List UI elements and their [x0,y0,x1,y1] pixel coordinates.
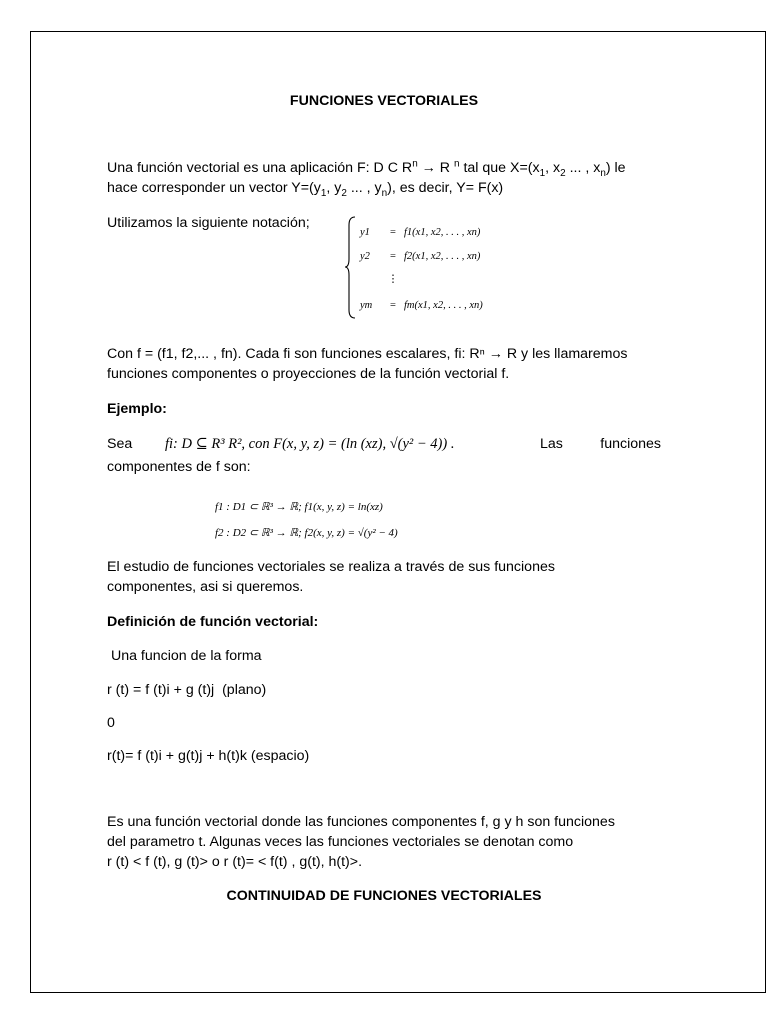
components-line-2: funciones componentes o proyecciones de la función vectorial f. [107,366,510,382]
study-paragraph [107,557,661,597]
definition-plane: r (t) = f (t)i + g (t)j (plano) [107,682,267,698]
example-formula: fi: D ⊆ R³ R², con F(x, y, z) = (ln (xz), √(y² − 4)) . [165,436,455,452]
left-brace-icon [344,215,358,320]
definition-or: 0 [107,715,115,731]
final-paragraph [107,812,661,872]
equation-system [344,215,544,320]
system-row: ⋮ [387,274,399,285]
example-line-1 [107,436,661,456]
intro-line-2: hace corresponder un vector $Y=(y_1$, $y_2$ ... , $y_n$), es decir, Y= F(x) [107,180,504,199]
page-title: FUNCIONES VECTORIALES [289,93,479,109]
intro-line-1: Una función vectorial es una aplicación F: D C $R^n \to R$ $^n$ tal que $X=(x_1$, $x_2$ ... , $x_n$) le [107,158,626,179]
final-line-1: Es una función vectorial donde las funciones componentes f, g y h son funciones [107,814,615,830]
example-line-2: componentes de f son: [107,459,251,475]
notation-label: Utilizamos la siguiente notación; [107,215,310,231]
final-line-2: del parametro t. Algunas veces las funciones vectoriales se denotan como [107,834,574,850]
components-paragraph [107,344,661,384]
example-sea: Sea [107,436,133,452]
example-las: Las [540,436,563,452]
final-line-3: r (t) < f (t), g (t)> o r (t)= < f(t) , g(t), h(t)>. [107,854,363,870]
component-formula-f1: f1 : D1 ⊂ ℝ³ → ℝ; f1(x, y, z) = ln(xz) [215,501,383,513]
components-line-1: Con f = (f1, f2,... , fn). Cada fi son funciones escalares, fi: Rⁿ → R y les llamaremos [107,346,628,362]
study-line-1: El estudio de funciones vectoriales se realiza a través de sus funciones [107,559,555,575]
system-row: y2 = f2(x1, x2, . . . , xn) [360,251,481,262]
definition-intro: Una funcion de la forma [107,648,262,664]
definition-space: r(t)= f (t)i + g(t)j + h(t)k (espacio) [107,748,310,764]
study-line-2: componentes, asi si queremos. [107,579,304,595]
example-funciones: funciones [600,436,661,452]
definition-heading: Definición de función vectorial: [107,614,319,630]
component-formula-f2: f2 : D2 ⊂ ℝ³ → ℝ; f2(x, y, z) = √(y² − 4) [215,527,398,539]
intro-paragraph [107,158,661,198]
system-row: ym = fm(x1, x2, . . . , xn) [360,300,483,311]
example-heading: Ejemplo: [107,401,167,417]
continuity-heading: CONTINUIDAD DE FUNCIONES VECTORIALES [226,888,542,904]
system-row: y1 = f1(x1, x2, . . . , xn) [360,227,481,238]
